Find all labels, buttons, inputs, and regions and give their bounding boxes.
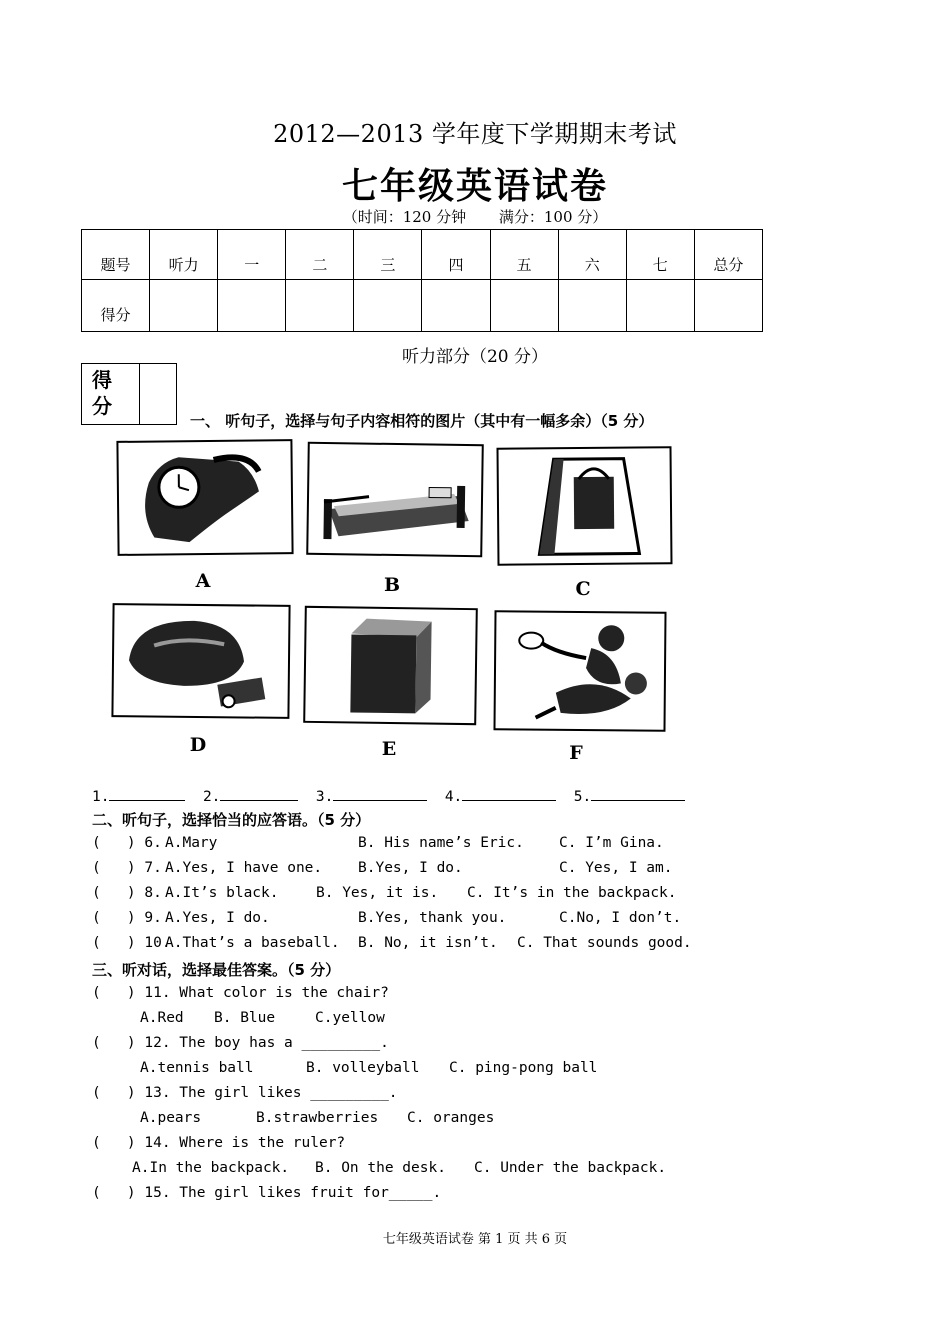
watch-icon <box>118 441 291 554</box>
score-box-input[interactable] <box>140 364 176 424</box>
answer-label-1: 1. <box>92 789 110 805</box>
exam-year-title: 2012—2013 学年度下学期期末考试 <box>273 120 677 148</box>
book-icon <box>305 608 476 723</box>
question-11-options <box>140 1010 385 1026</box>
picture-c-letter: C <box>575 578 591 600</box>
picture-d <box>111 603 290 719</box>
picture-e <box>303 606 478 725</box>
question-7 <box>92 860 673 876</box>
score-header-cell: 题号 <box>82 230 150 280</box>
option-c: C. Yes, I am. <box>559 860 673 876</box>
question-14: ( ) 14. Where is the ruler? <box>92 1135 346 1151</box>
question-number: ( ) 9. <box>92 910 162 926</box>
score-header-cell: 三 <box>354 230 422 280</box>
exam-time: （时间：120 分钟 <box>342 208 467 226</box>
question-number: ( ) 8. <box>92 885 162 901</box>
page-footer: 七年级英语试卷 第 1 页 共 6 页 <box>382 1232 568 1247</box>
score-cell[interactable] <box>694 280 762 332</box>
bag-icon <box>499 448 671 563</box>
option-b: B. No, it isn’t. <box>358 935 498 951</box>
section3-title: 三、听对话，选择最佳答案。（5 分） <box>92 961 341 979</box>
score-header-cell: 二 <box>286 230 354 280</box>
listening-heading: 听力部分（20 分） <box>401 347 549 367</box>
option-c: C. ping-pong ball <box>449 1060 598 1076</box>
score-header-cell: 五 <box>490 230 558 280</box>
option-c: C. That sounds good. <box>517 935 692 951</box>
option-a: A.That’s a baseball. <box>165 935 340 951</box>
question-8 <box>92 885 677 901</box>
option-a: A.tennis ball <box>140 1060 254 1076</box>
picture-e-letter: E <box>381 738 397 760</box>
answer-label-2: 2. <box>202 789 221 805</box>
question-number: ( ) 10. <box>92 935 171 951</box>
picture-f-letter: F <box>569 742 583 764</box>
option-b: B. Yes, it is. <box>316 885 439 901</box>
score-box-label <box>82 364 140 424</box>
score-cell[interactable] <box>150 280 218 332</box>
answer-blank-5[interactable] <box>591 786 685 801</box>
question-14-options <box>132 1160 667 1176</box>
option-c: C. oranges <box>407 1110 495 1126</box>
score-table-header-row <box>82 230 763 280</box>
option-b: B. On the desk. <box>315 1160 446 1176</box>
option-c: C. I’m Gina. <box>559 835 664 851</box>
question-13-options <box>140 1110 495 1126</box>
answer-blank-2[interactable] <box>220 786 298 801</box>
section1-title: 一、 听句子，选择与句子内容相符的图片（其中有一幅多余）（5 分） <box>190 412 654 430</box>
option-a: A.Yes, I do. <box>165 910 270 926</box>
question-number: ( ) 6. <box>92 835 162 851</box>
score-table-score-row <box>82 280 763 332</box>
question-12: ( ) 12. The boy has a _________. <box>92 1035 389 1051</box>
option-a: A.Mary <box>165 835 218 851</box>
question-15: ( ) 15. The girl likes fruit for_____. <box>92 1185 442 1201</box>
option-b: B. His name’s Eric. <box>358 835 524 851</box>
question-13: ( ) 13. The girl likes _________. <box>92 1085 398 1101</box>
option-a: A.Red <box>140 1010 184 1026</box>
score-table <box>81 229 763 332</box>
helmet-icon <box>113 605 288 717</box>
picture-f <box>493 610 666 731</box>
question-number: ( ) 7. <box>92 860 162 876</box>
option-a: A.In the backpack. <box>132 1160 290 1176</box>
score-box-label-1: 得 <box>92 368 112 392</box>
answer-label-3: 3. <box>315 789 334 805</box>
question-10 <box>92 935 692 951</box>
score-cell[interactable] <box>490 280 558 332</box>
question-11: ( ) 11. What color is the chair? <box>92 985 389 1001</box>
score-header-cell: 听力 <box>150 230 218 280</box>
question-9 <box>92 910 682 926</box>
picture-a-letter: A <box>195 570 211 592</box>
section2-title: 二、听句子，选择恰当的应答语。（5 分） <box>92 811 371 829</box>
score-header-cell: 总分 <box>694 230 762 280</box>
score-cell[interactable] <box>558 280 626 332</box>
option-b: B. Blue <box>214 1010 276 1026</box>
picture-c <box>496 446 672 566</box>
score-cell[interactable] <box>354 280 422 332</box>
score-header-cell: 一 <box>218 230 286 280</box>
answer-blank-4[interactable] <box>462 786 556 801</box>
score-header-cell: 七 <box>626 230 694 280</box>
score-header-cell: 四 <box>422 230 490 280</box>
picture-d-letter: D <box>189 734 207 756</box>
option-c: C.No, I don’t. <box>559 910 682 926</box>
score-cell[interactable] <box>286 280 354 332</box>
answer-label-4: 4. <box>444 789 463 805</box>
score-cell[interactable] <box>218 280 286 332</box>
option-b: B.Yes, I do. <box>358 860 463 876</box>
question-6 <box>92 835 664 851</box>
exam-meta <box>0 206 950 227</box>
score-cell[interactable] <box>626 280 694 332</box>
exam-main-title: 七年级英语试卷 <box>341 165 608 207</box>
option-b: B.strawberries <box>256 1110 379 1126</box>
option-c: C.yellow <box>315 1010 385 1026</box>
score-header-cell: 六 <box>558 230 626 280</box>
option-b: B. volleyball <box>306 1060 420 1076</box>
bed-icon <box>308 444 482 555</box>
section-score-box <box>81 363 177 425</box>
answer-blank-3[interactable] <box>333 786 427 801</box>
score-box-label-2: 分 <box>92 394 112 418</box>
score-cell[interactable] <box>422 280 490 332</box>
picture-b-letter: B <box>383 574 401 596</box>
answer-blank-1[interactable] <box>109 786 185 801</box>
question-12-options <box>140 1060 598 1076</box>
score-row-label: 得分 <box>82 280 150 332</box>
section1-answer-row <box>92 786 685 805</box>
option-a: A.It’s black. <box>165 885 279 901</box>
exam-full-score: 满分：100 分） <box>498 208 608 226</box>
picture-b <box>306 442 484 557</box>
option-c: C. Under the backpack. <box>474 1160 667 1176</box>
monkeys-icon <box>495 612 664 729</box>
option-b: B.Yes, thank you. <box>358 910 507 926</box>
option-a: A.Yes, I have one. <box>165 860 323 876</box>
option-a: A.pears <box>140 1110 202 1126</box>
picture-a <box>116 439 293 556</box>
answer-label-5: 5. <box>573 789 592 805</box>
option-c: C. It’s in the backpack. <box>467 885 677 901</box>
